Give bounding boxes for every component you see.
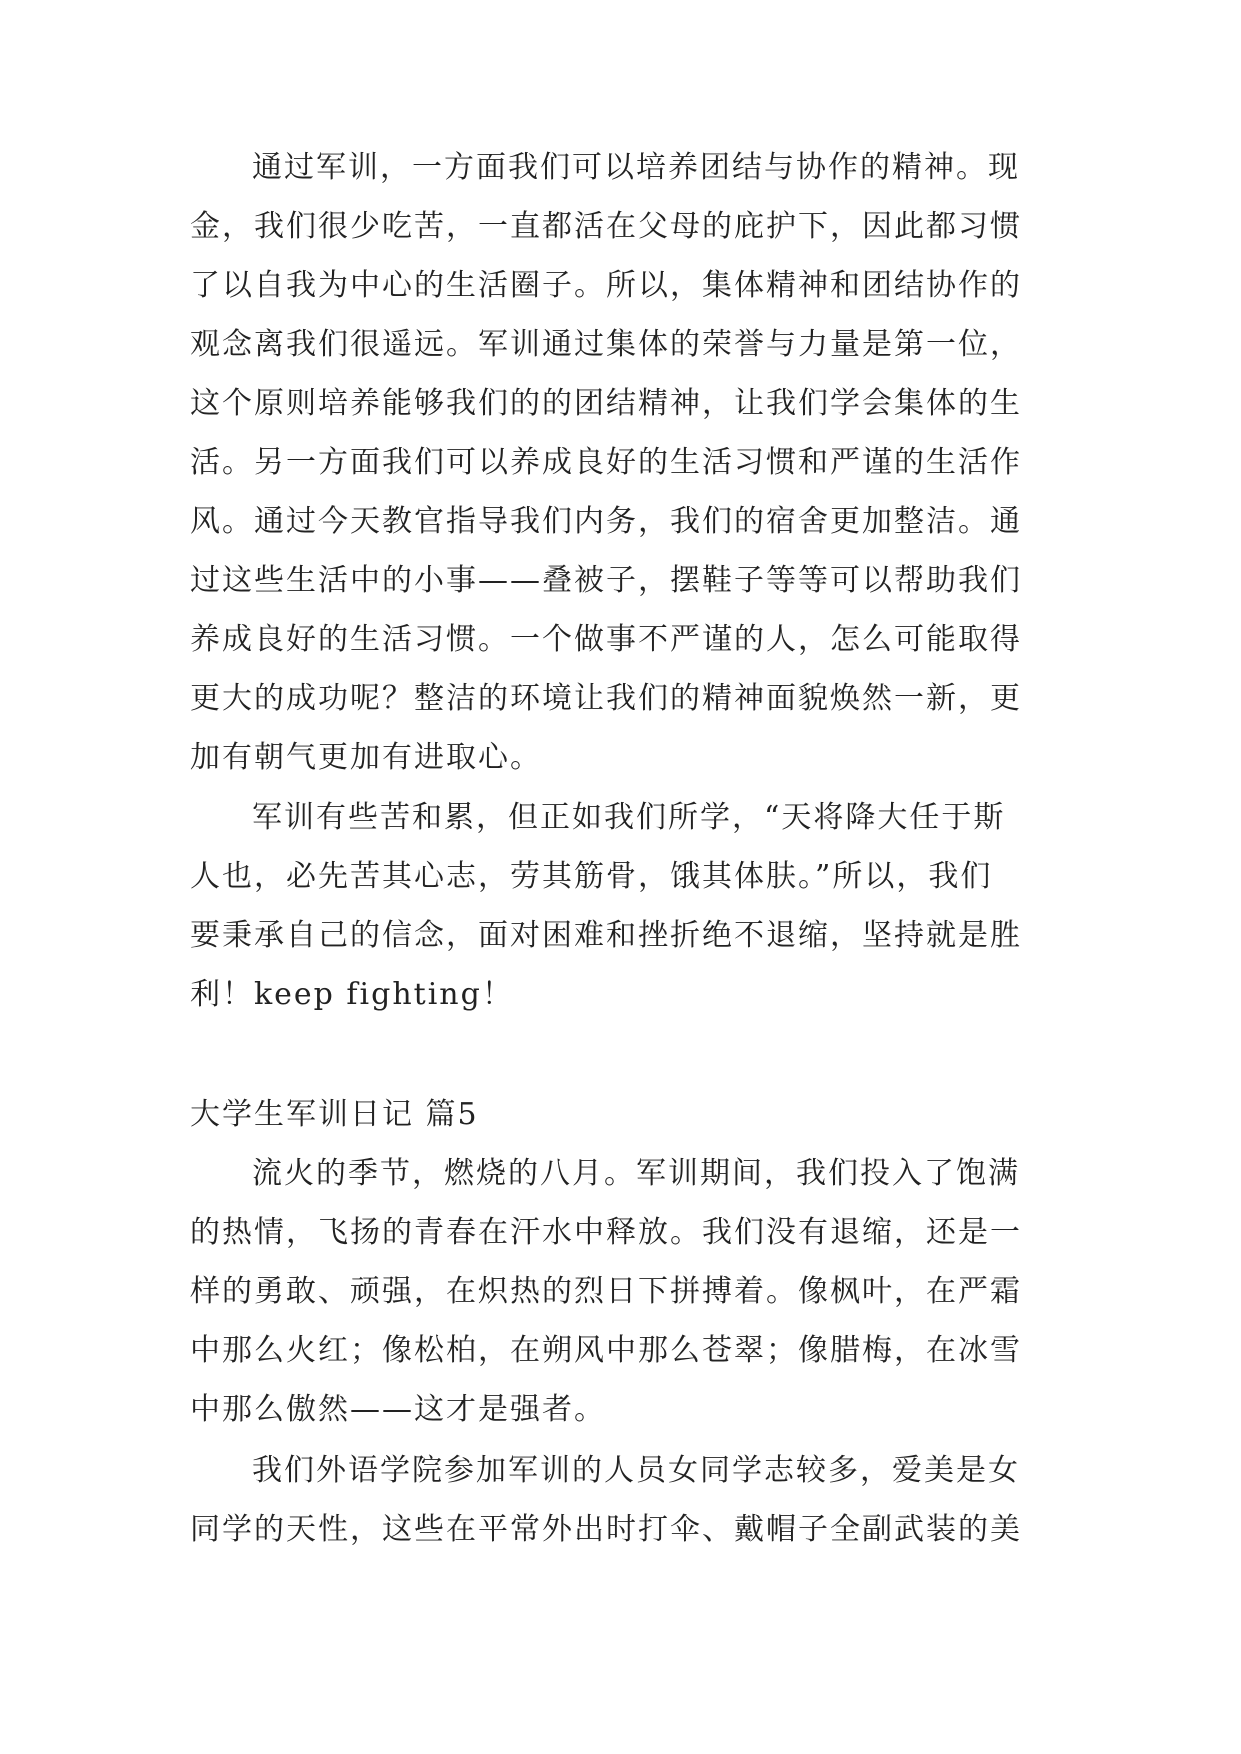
paragraph-1-line-3: 了以自我为中心的生活圈子。所以，集体精神和团结协作的 [190, 268, 1022, 303]
paragraph-2-line-4: 利！keep fighting！ [190, 977, 514, 1012]
paragraph-1-line-5: 这个原则培养能够我们的的团结精神，让我们学会集体的生 [190, 386, 1022, 421]
paragraph-4-line-2: 同学的天性，这些在平常外出时打伞、戴帽子全副武装的美 [190, 1512, 1022, 1547]
paragraph-1-line-10: 更大的成功呢？整洁的环境让我们的精神面貌焕然一新，更 [190, 681, 1022, 716]
paragraph-1-line-8: 过这些生活中的小事——叠被子，摆鞋子等等可以帮助我们 [190, 563, 1022, 598]
paragraph-3-line-1: 流火的季节，燃烧的八月。军训期间，我们投入了饱满 [252, 1156, 1020, 1191]
paragraph-1-line-1: 通过军训，一方面我们可以培养团结与协作的精神。现 [252, 150, 1020, 185]
paragraph-2-line-3: 要秉承自己的信念，面对困难和挫折绝不退缩，坚持就是胜 [190, 918, 1022, 953]
paragraph-1-line-6: 活。另一方面我们可以养成良好的生活习惯和严谨的生活作 [190, 445, 1022, 480]
paragraph-1-line-11: 加有朝气更加有进取心。 [190, 740, 542, 775]
paragraph-3-line-4: 中那么火红；像松柏，在朔风中那么苍翠；像腊梅，在冰雪 [190, 1333, 1022, 1368]
section-heading: 大学生军训日记 篇5 [190, 1097, 479, 1132]
paragraph-2-line-2: 人也，必先苦其心志，劳其筋骨，饿其体肤。”所以，我们 [190, 859, 993, 894]
paragraph-3-line-5: 中那么傲然——这才是强者。 [190, 1392, 606, 1427]
paragraph-4-line-1: 我们外语学院参加军训的人员女同学志较多，爱美是女 [252, 1453, 1020, 1488]
paragraph-2-line-1: 军训有些苦和累，但正如我们所学，“天将降大任于斯 [252, 800, 1006, 835]
paragraph-3-line-3: 样的勇敢、顽强，在炽热的烈日下拼搏着。像枫叶，在严霜 [190, 1274, 1022, 1309]
paragraph-1-line-2: 金，我们很少吃苦，一直都活在父母的庇护下，因此都习惯 [190, 209, 1022, 244]
paragraph-1-line-7: 风。通过今天教官指导我们内务，我们的宿舍更加整洁。通 [190, 504, 1022, 539]
paragraph-1-line-4: 观念离我们很遥远。军训通过集体的荣誉与力量是第一位， [190, 327, 1022, 362]
paragraph-3-line-2: 的热情，飞扬的青春在汗水中释放。我们没有退缩，还是一 [190, 1215, 1022, 1250]
paragraph-1-line-9: 养成良好的生活习惯。一个做事不严谨的人，怎么可能取得 [190, 622, 1022, 657]
